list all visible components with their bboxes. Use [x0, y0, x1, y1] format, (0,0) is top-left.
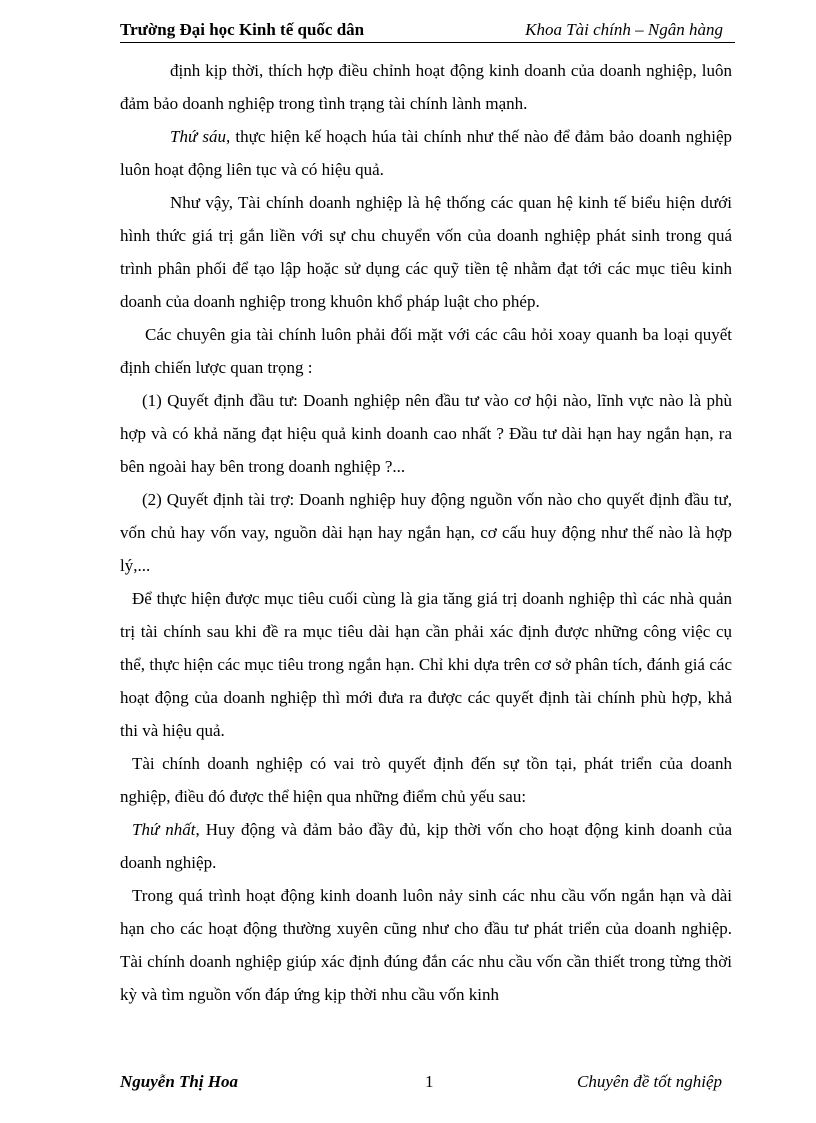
paragraph-4: Các chuyên gia tài chính luôn phải đối mặt với các câu hỏi xoay quanh ba loại quyết định chiến lược quan trọng : — [120, 325, 732, 377]
paragraph-9 — [120, 813, 732, 879]
page-number: 1 — [425, 1072, 434, 1091]
paragraph-6: (2) Quyết định tài trợ: Doanh nghiệp huy động nguồn vốn nào cho quyết định đầu tư, vốn chủ hay vốn vay, nguồn dài hạn hay ngắn hạn, cơ cấu huy động như thế nào là hợp lý,... — [120, 490, 732, 575]
paragraph-9-lead: Thứ nhất — [132, 820, 196, 839]
paragraph-7: Để thực hiện được mục tiêu cuối cùng là gia tăng giá trị doanh nghiệp thì các nhà quản trị tài chính sau khi đề ra mục tiêu dài hạn cần phải xác định được những công việc cụ thể, thực hiện các mục tiêu trong ngắn hạn. Chỉ khi dựa trên cơ sở phân tích, đánh giá các hoạt động của doanh nghiệp thì mới đưa ra được các quyết định tài chính phù hợp, khả thi và hiệu quả. — [120, 589, 732, 740]
paragraph-1: định kịp thời, thích hợp điều chỉnh hoạt động kinh doanh của doanh nghiệp, luôn đảm bảo doanh nghiệp trong tình trạng tài chính lành mạnh. — [120, 61, 732, 113]
university-name: Trường Đại học Kinh tế quốc dân — [120, 20, 365, 39]
page-footer — [120, 1072, 730, 1096]
faculty-name: Khoa Tài chính – Ngân hàng — [525, 20, 723, 39]
paragraph-8: Tài chính doanh nghiệp có vai trò quyết định đến sự tồn tại, phát triển của doanh nghiệp, điều đó được thể hiện qua những điểm chủ yếu sau: — [120, 754, 732, 806]
author-name: Nguyễn Thị Hoa — [120, 1072, 239, 1091]
paragraph-9-text: , Huy động và đảm bảo đầy đủ, kịp thời vốn cho hoạt động kinh doanh của doanh nghiệp. — [120, 820, 732, 872]
paragraph-5: (1) Quyết định đầu tư: Doanh nghiệp nên đầu tư vào cơ hội nào, lĩnh vực nào là phù hợp và có khả năng đạt hiệu quả kinh doanh cao nhất ? Đầu tư dài hạn hay ngắn hạn, ra bên ngoài hay bên trong doanh nghiệp ?... — [120, 391, 732, 476]
paragraph-3: Như vậy, Tài chính doanh nghiệp là hệ thống các quan hệ kinh tế biểu hiện dưới hình thức giá trị gắn liền với sự chu chuyển vốn của doanh nghiệp phát sinh trong quá trình phân phối để tạo lập hoặc sử dụng các quỹ tiền tệ nhằm đạt tới các mục tiêu kinh doanh của doanh nghiệp trong khuôn khổ pháp luật cho phép. — [120, 193, 732, 311]
document-body — [120, 54, 732, 1011]
paragraph-2-lead: Thứ sáu — [170, 127, 226, 146]
page-header — [120, 18, 735, 43]
paragraph-10: Trong quá trình hoạt động kinh doanh luôn nảy sinh các nhu cầu vốn ngắn hạn và dài hạn cho các hoạt động thường xuyên cũng như cho đầu tư phát triển của doanh nghiệp. Tài chính doanh nghiệp giúp xác định đúng đắn các nhu cầu vốn cần thiết trong từng thời kỳ và tìm nguồn vốn đáp ứng kịp thời nhu cầu vốn kinh — [120, 886, 732, 1004]
document-type: Chuyên đề tốt nghiệp — [577, 1072, 722, 1091]
paragraph-2-text: , thực hiện kế hoạch húa tài chính như thế nào để đảm bảo doanh nghiệp luôn hoạt động liên tục và có hiệu quả. — [120, 127, 732, 179]
paragraph-2 — [120, 120, 732, 186]
